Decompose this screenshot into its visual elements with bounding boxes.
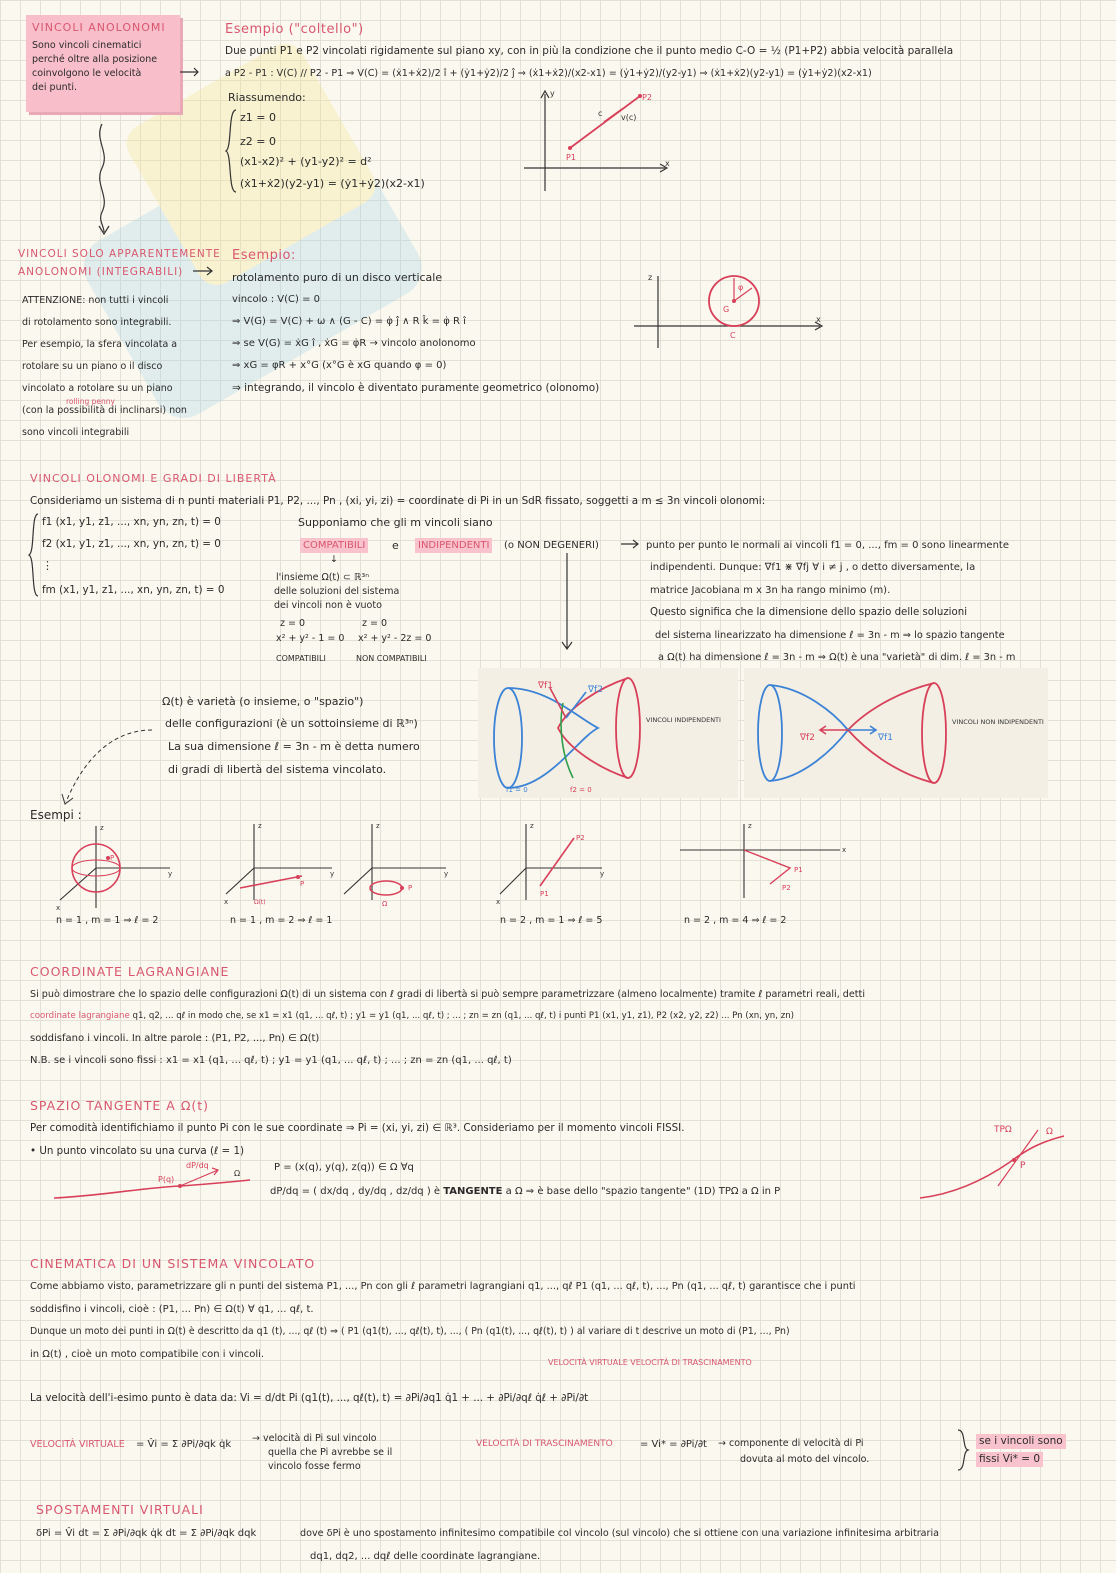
spo-line1: dove δPi è uno spostamento infinitesimo compatibile col vincolo (sul vincolo) che si ottiene con una variazione infinitesima arbitraria bbox=[300, 1528, 940, 1539]
vsa-note: di rotolamento sono integrabili. bbox=[22, 317, 172, 328]
lag-line2-rest: q1, q2, ... qℓ in modo che, se x1 = x1 (q1, ... qℓ, t) ; y1 = y1 (q1, ... qℓ, t) ; ... ; zn = zn (q1, ... qℓ, t) i punti P1 (x1, y1, z1), P2 (x2, y2, z2) ... Pn (xn, yn, zn) bbox=[129, 1011, 795, 1021]
fig-label: z bbox=[748, 822, 752, 830]
coltello-figure bbox=[520, 86, 680, 196]
arrow-down bbox=[560, 552, 574, 652]
varieta-line: di gradi di libertà del sistema vincolato. bbox=[168, 763, 387, 776]
curve-right-figure bbox=[914, 1120, 1074, 1204]
tan-line1: Per comodità identifichiamo il punto Pi con le sue coordinate ⇒ Pi = (xi, yi, zi) ∈ ℝ³. Consideriamo per il momento vincoli FISSI. bbox=[30, 1122, 685, 1134]
esempi-caption: n = 1 , m = 1 ⇒ ℓ = 2 bbox=[56, 915, 159, 926]
olo-nondeg: (o NON DEGENERI) bbox=[504, 540, 599, 551]
es1-line2: a P2 - P1 : V(C) // P2 - P1 ⇒ V(C) = (ẋ1+ẋ2)/2 î + (ẏ1+ẏ2)/2 ĵ ⇒ (ẋ1+ẋ2)/(x2-x1) = (ẏ1+ẏ2)/(y2-y1) ⇒ (ẋ1+ẋ2)(y2-y1) = (ẏ1+ẏ2)(x2-x1) bbox=[225, 68, 872, 79]
olo-eq: f2 (x1, y1, z1, ..., xn, yn, zn, t) = 0 bbox=[42, 538, 221, 550]
olo-right: del sistema linearizzato ha dimensione ℓ = 3n - m ⇒ lo spazio tangente bbox=[655, 630, 1005, 641]
cin-line5: La velocità dell'i-esimo punto è data da: Vi = d/dt Pi (q1(t), ..., qℓ(t), t) = ∂Pi/∂q1 q̇1 + ... + ∂Pi/∂qℓ q̇ℓ + ∂Pi/∂t bbox=[30, 1392, 589, 1404]
esempi-caption: n = 2 , m = 1 ⇒ ℓ = 5 bbox=[500, 915, 603, 926]
es1-line1: Due punti P1 e P2 vincolati rigidamente sul piano xy, con in più la condizione che il punto medio C-O = ½ (P1+P2) abbia velocità parallela bbox=[225, 45, 954, 57]
olo-eq: fm (x1, y1, z1, ..., xn, yn, zn, t) = 0 bbox=[42, 584, 225, 596]
es2-line: ⇒ xG = φR + x°G (x°G è xG quando φ = 0) bbox=[232, 360, 447, 371]
fig-label: P(q) bbox=[158, 1175, 175, 1184]
fig-label: C bbox=[730, 331, 736, 340]
vsa-note: rotolare su un piano o il disco bbox=[22, 361, 163, 372]
fig-label: P1 bbox=[794, 866, 803, 874]
cin-line1: Come abbiamo visto, parametrizzare gli n punti del sistema P1, ..., Pn con gli ℓ parametri lagrangiani q1, ..., qℓ P1 (q1, ... qℓ, t), ..., Pn (q1, ... qℓ, t) garantisce che i punti bbox=[30, 1281, 856, 1292]
fig-label: P1 bbox=[540, 890, 549, 898]
fig-label: dP/dq bbox=[186, 1161, 209, 1170]
lag-line3: soddisfano i vincoli. In altre parole : (P1, P2, ..., Pn) ∈ Ω(t) bbox=[30, 1033, 320, 1044]
curve-left-figure bbox=[50, 1158, 260, 1208]
esempi-caption: n = 1 , m = 2 ⇒ ℓ = 1 bbox=[230, 915, 333, 926]
fig-label: φ bbox=[738, 283, 744, 292]
cin-vv-label: VELOCITÀ VIRTUALE bbox=[30, 1439, 125, 1450]
es2-line: vincolo : V(C) = 0 bbox=[232, 294, 320, 305]
tan-tangente: TANGENTE bbox=[443, 1186, 503, 1197]
fig-label: f1 = 0 bbox=[506, 786, 528, 794]
fig-label: VINCOLI INDIPENDENTI bbox=[646, 716, 721, 724]
anolonomi-line: dei punti. bbox=[32, 82, 77, 93]
lag-line1: Si può dimostrare che lo spazio delle configurazioni Ω(t) di un sistema con ℓ gradi di libertà si può sempre parametrizzare (almeno localmente) tramite ℓ parametri reali, detti bbox=[30, 989, 865, 1000]
lag-title: COORDINATE LAGRANGIANE bbox=[30, 964, 230, 979]
arrow-right bbox=[192, 264, 216, 278]
es1-sys: z2 = 0 bbox=[240, 135, 276, 148]
olo-intro: Consideriamo un sistema di n punti materiali P1, P2, ..., Pn , (xi, yi, zi) = coordinate di Pi in un SdR fissato, soggetti a m ≤ 3n vincoli olonomi: bbox=[30, 495, 766, 507]
olo-ex-a: x² + y² - 1 = 0 bbox=[276, 633, 345, 644]
vsa-rolling: rolling penny bbox=[66, 397, 115, 406]
olo-ex-b: z = 0 bbox=[362, 618, 388, 629]
tan-eq2-a: dP/dq = ( dx/dq , dy/dq , dz/dq ) è bbox=[270, 1186, 444, 1197]
olo-ex-b: x² + y² - 2z = 0 bbox=[358, 633, 432, 644]
cin-vv-note: → velocità di Pi sul vincolo bbox=[252, 1433, 377, 1444]
cin-vv-eq: = V̂i = Σ ∂Pi/∂qk q̇k bbox=[136, 1439, 232, 1450]
olo-right: a Ω(t) ha dimensione ℓ = 3n - m ⇒ Ω(t) è una "varietà" di dim. ℓ = 3n - m bbox=[658, 652, 1016, 663]
fig-label: Ω(t) bbox=[254, 899, 266, 906]
fig-label: z bbox=[258, 822, 262, 830]
fig-label: P2 bbox=[642, 93, 652, 102]
olo-supp: Supponiamo che gli m vincoli siano bbox=[298, 516, 493, 529]
spo-line2: dq1, dq2, ... dqℓ delle coordinate lagrangiane. bbox=[310, 1551, 541, 1562]
es1-sys: (x1-x2)² + (y1-y2)² = d² bbox=[240, 155, 372, 168]
es2-line: ⇒ integrando, il vincolo è diventato puramente geometrico (olonomo) bbox=[232, 382, 600, 394]
cin-vv-note: quella che Pi avrebbe se il bbox=[268, 1447, 393, 1458]
fig-label: P2 bbox=[576, 834, 585, 842]
fig-label: P2 bbox=[782, 884, 791, 892]
olo-eq: f1 (x1, y1, z1, ..., xn, yn, zn, t) = 0 bbox=[42, 516, 221, 528]
es2-title: Esempio: bbox=[232, 248, 296, 263]
fig-label: P bbox=[1020, 1161, 1026, 1171]
fig-label: z bbox=[376, 822, 380, 830]
fig-label: f2 = 0 bbox=[570, 786, 592, 794]
indipendenti-figure bbox=[478, 668, 738, 798]
fig-label: Ω bbox=[234, 1169, 241, 1178]
tan-eq2 bbox=[270, 1184, 780, 1199]
fig-label: P bbox=[110, 854, 115, 862]
vsa-note: (con la possibilità di inclinarsi) non bbox=[22, 405, 187, 416]
es1-sys: z1 = 0 bbox=[240, 111, 276, 124]
varieta-line: delle configurazioni (è un sottoinsieme di ℝ³ⁿ) bbox=[165, 717, 418, 730]
cin-vt-label: VELOCITÀ DI TRASCINAMENTO bbox=[476, 1439, 613, 1449]
olo-ins: delle soluzioni del sistema bbox=[274, 586, 400, 597]
spo-eq: δPi = V̂i dt = Σ ∂Pi/∂qk q̇k dt = Σ ∂Pi/∂qk dqk bbox=[36, 1528, 257, 1539]
brace-right bbox=[956, 1428, 970, 1472]
fig-label: ∇f2 bbox=[588, 685, 603, 695]
olo-indipendenti: INDIPENDENTI bbox=[415, 538, 492, 553]
tan-eq2-c: a Ω ⇒ è base dello "spazio tangente" (1D) TPΩ a Ω in P bbox=[502, 1186, 781, 1197]
disco-figure bbox=[630, 268, 830, 352]
fig-label: y bbox=[330, 870, 335, 878]
es1-riass: Riassumendo: bbox=[228, 91, 306, 104]
lag-line4: N.B. se i vincoli sono fissi : x1 = x1 (q1, ... qℓ, t) ; y1 = y1 (q1, ... qℓ, t) ; ... ; zn = zn (q1, ... qℓ, t) bbox=[30, 1055, 512, 1066]
tan-line2: • Un punto vincolato su una curva (ℓ = 1) bbox=[30, 1145, 245, 1157]
fig-label: z bbox=[648, 273, 653, 282]
fig-label: x bbox=[496, 898, 501, 906]
vsa-title1: VINCOLI SOLO APPARENTEMENTE bbox=[18, 248, 221, 260]
olo-right: Questo significa che la dimensione dello spazio delle soluzioni bbox=[650, 607, 968, 618]
olo-eq-dots: ⋮ bbox=[42, 559, 53, 572]
fig-label: P bbox=[408, 884, 413, 892]
fig-label: x bbox=[56, 904, 61, 912]
vsa-note: Per esempio, la sfera vincolata a bbox=[22, 339, 178, 350]
cin-fissi: se i vincoli sono bbox=[976, 1434, 1066, 1449]
olo-right: matrice Jacobiana m x 3n ha rango minimo (m). bbox=[650, 585, 891, 596]
varieta-line: Ω(t) è varietà (o insieme, o "spazio") bbox=[162, 695, 364, 708]
fig-label: VINCOLI NON INDIPENDENTI bbox=[952, 718, 1044, 726]
lag-coord-term: coordinate lagrangiane bbox=[30, 1011, 130, 1021]
non-indipendenti-figure bbox=[744, 668, 1048, 798]
fig-label: ∇f1 bbox=[538, 681, 553, 691]
fig-label: y bbox=[600, 870, 605, 878]
es1-title: Esempio ("coltello") bbox=[225, 22, 364, 37]
varieta-line: La sua dimensione ℓ = 3n - m è detta numero bbox=[168, 740, 420, 753]
vsa-title2: ANOLONOMI (INTEGRABILI) bbox=[18, 266, 184, 278]
es2-line: rotolamento puro di un disco verticale bbox=[232, 271, 443, 284]
cin-vt-note: dovuta al moto del vincolo. bbox=[740, 1454, 870, 1465]
olo-e: e bbox=[392, 539, 399, 552]
fig-label: v(c) bbox=[621, 113, 637, 122]
esempi-title: Esempi : bbox=[30, 808, 82, 822]
cin-fissi: fissi Vi* = 0 bbox=[976, 1452, 1043, 1467]
tan-eq1: P = (x(q), y(q), z(q)) ∈ Ω ∀q bbox=[274, 1162, 414, 1173]
fig-label: x bbox=[842, 846, 847, 854]
fig-label: z bbox=[100, 824, 104, 832]
vsa-note: ATTENZIONE: non tutti i vincoli bbox=[22, 295, 169, 306]
fig-label: y bbox=[168, 870, 173, 878]
es2-line: ⇒ V(G) = V(C) + ω ∧ (G - C) = φ̇ ĵ ∧ R k̂ = φ̇ R î bbox=[232, 316, 466, 327]
arrow-right bbox=[620, 538, 642, 550]
esempi-caption: n = 2 , m = 4 ⇒ ℓ = 2 bbox=[684, 915, 787, 926]
cin-line2: soddisfino i vincoli, cioè : (P1, ... Pn) ∈ Ω(t) ∀ q1, ... qℓ, t. bbox=[30, 1304, 314, 1315]
olo-ex-a: z = 0 bbox=[280, 618, 306, 629]
fig-label: y bbox=[444, 870, 449, 878]
es2-line: ⇒ se V(G) = ẋG î , ẋG = φ̇R → vincolo anolonomo bbox=[232, 338, 476, 349]
brace-arrow bbox=[80, 60, 220, 250]
fig-label: P1 bbox=[566, 153, 576, 162]
olo-lab-b: NON COMPATIBILI bbox=[356, 654, 427, 663]
tan-title: SPAZIO TANGENTE A Ω(t) bbox=[30, 1098, 210, 1113]
anolonomi-line: coinvolgono le velocità bbox=[32, 68, 142, 79]
fig-label: x bbox=[224, 898, 229, 906]
cin-line4: in Ω(t) , cioè un moto compatibile con i vincoli. bbox=[30, 1349, 265, 1360]
cin-vt-eq: = Vi* = ∂Pi/∂t bbox=[640, 1439, 707, 1450]
cin-title: CINEMATICA DI UN SISTEMA VINCOLATO bbox=[30, 1256, 316, 1271]
fig-label: x bbox=[816, 315, 821, 324]
fig-label: TPΩ bbox=[994, 1125, 1012, 1135]
vsa-note: sono vincoli integrabili bbox=[22, 427, 130, 438]
olo-ins: l'insieme Ω(t) ⊂ ℝ³ⁿ bbox=[276, 572, 369, 583]
spo-title: SPOSTAMENTI VIRTUALI bbox=[36, 1502, 204, 1517]
olo-right: punto per punto le normali ai vincoli f1 = 0, ..., fm = 0 sono linearmente bbox=[646, 540, 1009, 551]
anolonomi-title: VINCOLI ANOLONOMI bbox=[32, 21, 166, 34]
anolonomi-line: Sono vincoli cinematici bbox=[32, 40, 142, 51]
fig-label: y bbox=[550, 89, 555, 98]
olo-title: VINCOLI OLONOMI E GRADI DI LIBERTÀ bbox=[30, 472, 277, 485]
cin-vt-note: → componente di velocità di Pi bbox=[718, 1438, 864, 1449]
fig-label: Ω bbox=[1046, 1127, 1053, 1137]
vsa-note: vincolato a rotolare su un piano bbox=[22, 383, 173, 394]
fig-label: z bbox=[530, 822, 534, 830]
dashed-arrow bbox=[56, 724, 156, 810]
lag-line2 bbox=[30, 1009, 794, 1024]
olo-compatibili: COMPATIBILI bbox=[300, 538, 368, 553]
es1-sys: (ẋ1+ẋ2)(y2-y1) = (ẏ1+ẏ2)(x2-x1) bbox=[240, 177, 425, 190]
cin-vv-note: vincolo fosse fermo bbox=[268, 1461, 361, 1472]
fig-label: ∇f1 bbox=[878, 733, 893, 743]
fig-label: Ω bbox=[382, 900, 388, 908]
fig-label: G bbox=[723, 305, 730, 314]
system-brace bbox=[224, 108, 238, 194]
anolonomi-line: perché oltre alla posizione bbox=[32, 54, 158, 65]
cin-line3: Dunque un moto dei punti in Ω(t) è descritto da q1 (t), ..., qℓ (t) ⇒ ( P1 (q1(t), ..., qℓ(t), t), ..., ( Pn (q1(t), ..., qℓ(t), t) ) al variare di t descrive un moto di (P1, ..., Pn) bbox=[30, 1326, 790, 1337]
fig-label: P bbox=[300, 880, 305, 888]
cin-labvel: VELOCITÀ VIRTUALE VELOCITÀ DI TRASCINAMENTO bbox=[548, 1358, 752, 1367]
eq-brace bbox=[28, 512, 40, 598]
olo-down-arrow: ↓ bbox=[330, 554, 338, 565]
olo-lab-a: COMPATIBILI bbox=[276, 654, 326, 663]
fig-label: x bbox=[665, 159, 670, 168]
fig-label: ∇f2 bbox=[800, 733, 815, 743]
olo-right: indipendenti. Dunque: ∇f1 ⋇ ∇fj ∀ i ≠ j , o detto diversamente, la bbox=[650, 562, 976, 573]
olo-ins: dei vincoli non è vuoto bbox=[274, 600, 382, 611]
fig-label: c bbox=[598, 109, 603, 118]
